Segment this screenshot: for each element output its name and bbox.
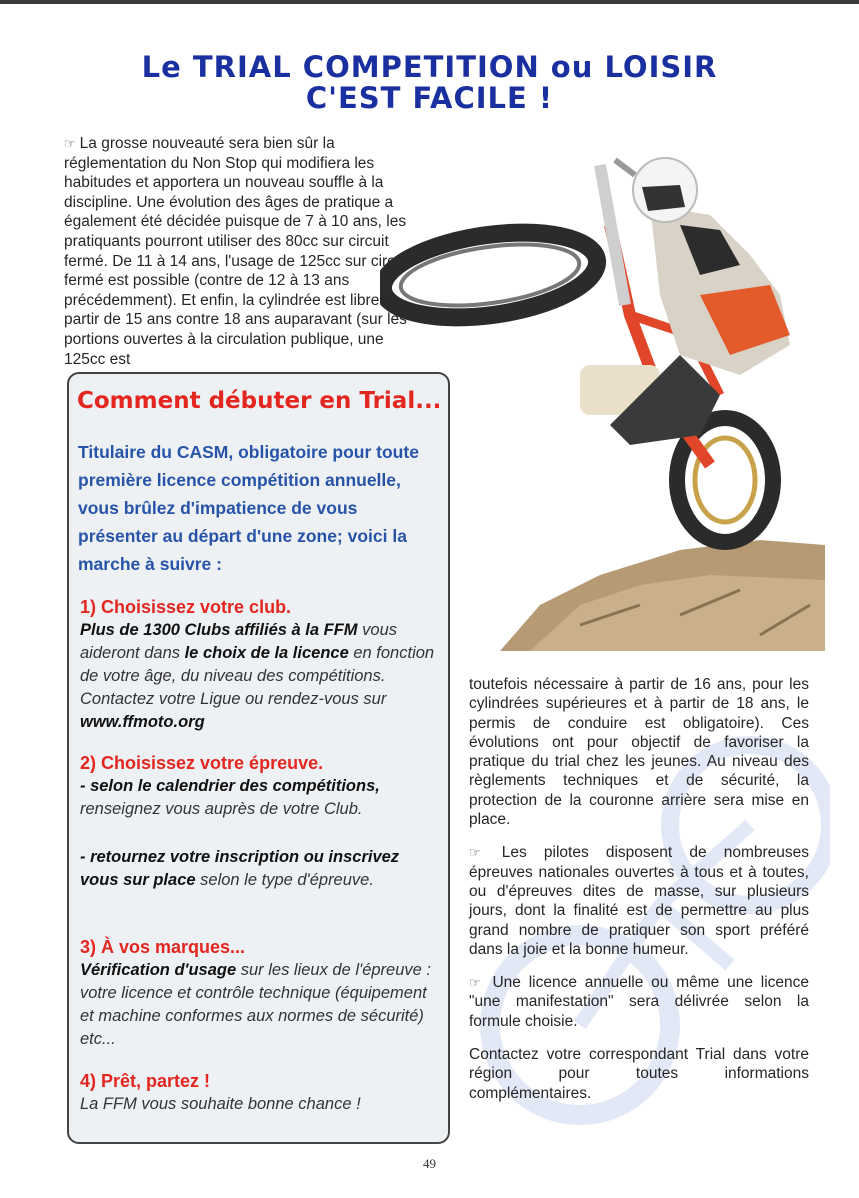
box-intro: Titulaire du CASM, obligatoire pour toute première licence compétition annuelle, vous brûlez d'impatience de vous présenter au départ d'une zone; voici la marche à suivre : — [78, 442, 419, 574]
right-paragraph-3 — [469, 973, 809, 1031]
step-3-section — [80, 936, 440, 1051]
intro-paragraph — [64, 134, 426, 369]
step-1-bold1: Plus de 1300 Clubs affiliés à la FFM — [80, 621, 358, 639]
step-1-text1: vous aideront dans — [80, 621, 397, 662]
step-3-text1: sur les lieux de l'épreuve : votre licence et contrôle technique (équipement et machine conformes aux normes de sécurité) etc... — [80, 961, 431, 1048]
right-paragraph-4: Contactez votre correspondant Trial dans votre région pour toutes informations complémentaires. — [469, 1046, 809, 1102]
step-3-heading: 3) À vos marques... — [80, 937, 246, 957]
page-title-line2: C'EST FACILE ! — [305, 81, 554, 115]
right-paragraph-3-text: Une licence annuelle ou même une licence "une manifestation" sera délivrée selon la formule choisie. — [469, 974, 809, 1030]
step-2-heading: 2) Choisissez votre épreuve. — [80, 753, 324, 773]
step-2-bold1: - selon le calendrier des compétitions, — [80, 777, 380, 795]
step-4-section — [80, 1070, 440, 1116]
right-paragraph-1: toutefois nécessaire à partir de 16 ans, pour les cylindrées supérieures et à partir de 18 ans, le permis de conduire est obligatoire). Ces évolutions ont pour objectif de favoriser la pratique du trial chez les jeunes. Au niveau des règlements techniques et de sécurité, la protection de la couronne arrière sera mise en place. — [469, 676, 809, 829]
right-paragraph-2-text: Les pilotes disposent de nombreuses épreuves nationales ouvertes à tous et à toutes, ou d'épreuves dites de masse, sur plusieurs jours, dont la finalité est de permettre au plus grand nombre de pratiquer son sport préféré dans la joie et la bonne humeur. — [469, 844, 809, 958]
step-2-text2: selon le type d'épreuve. — [200, 871, 374, 889]
right-paragraph-2 — [469, 843, 809, 959]
intro-text: La grosse nouveauté sera bien sûr la réglementation du Non Stop qui modifiera les habitudes et apportera un nouveau souffle à la discipline. Une évolution des âges de pratique a également été décidée puisque de 7 à 10 ans, les pratiquants pourront utiliser des 80cc sur circuit fermé. De 11 à 14 ans, l'usage de 125cc sur circuit fermé est possible (contre de 12 à 13 ans précédemment). Et enfin, la cylindrée est libre à partir de 15 ans contre 18 ans auparavant (sur les portions ouvertes à la circulation publique, une 125cc est — [64, 135, 412, 368]
top-border-line — [0, 0, 859, 4]
pointing-hand-icon: ☞ — [469, 975, 481, 991]
box-title: Comment débuter en Trial... — [77, 388, 442, 414]
pointing-hand-icon: ☞ — [469, 845, 481, 861]
step-2b-section — [80, 846, 440, 892]
getting-started-box — [67, 372, 450, 1144]
step-2-bold2: - retournez votre inscription ou inscrivez vous sur place — [80, 848, 400, 889]
ffmoto-link[interactable]: www.ffmoto.org — [80, 713, 205, 731]
page-title — [0, 52, 859, 114]
step-2-text1: renseignez vous auprès de votre Club. — [80, 800, 363, 818]
right-column — [469, 675, 809, 1117]
step-1-heading: 1) Choisissez votre club. — [80, 597, 292, 617]
step-1-bold2: le choix de la licence — [184, 644, 349, 662]
step-3-bold1: Vérification d'usage — [80, 961, 237, 979]
pointing-hand-icon: ☞ — [64, 136, 76, 151]
step-4-text1: La FFM vous souhaite bonne chance ! — [80, 1095, 361, 1113]
page-number: 49 — [423, 1156, 436, 1171]
page-title-line1: Le TRIAL COMPETITION ou LOISIR — [141, 50, 718, 84]
step-1-text2: en fonction de votre âge, du niveau des compétitions. Contactez votre Ligue ou rendez-vous sur — [80, 644, 435, 708]
step-2-section — [80, 752, 440, 821]
step-1-section — [80, 596, 440, 734]
step-4-heading: 4) Prêt, partez ! — [80, 1071, 211, 1091]
